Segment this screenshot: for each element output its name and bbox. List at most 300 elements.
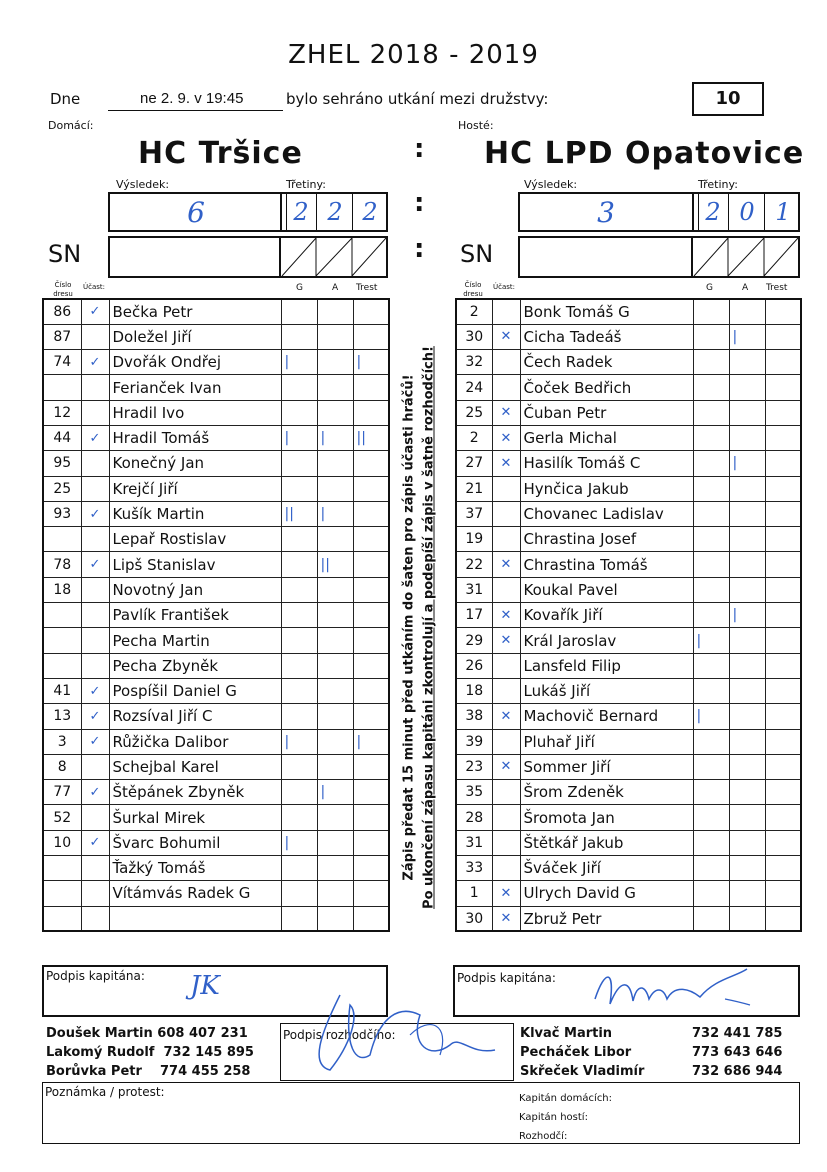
date-value: ne 2. 9. v 19:45 (140, 90, 244, 107)
away-player-number: 35 (456, 780, 492, 805)
contact-right-1-name: Klvač Martin (520, 1026, 613, 1041)
contacts-left (46, 1024, 254, 1081)
away-penalty-cell (765, 653, 801, 678)
away-goals-cell (693, 678, 729, 703)
away-penalty-cell (765, 451, 801, 476)
away-number-header: Číslo dresu (463, 281, 483, 298)
away-roster-row (456, 906, 801, 931)
home-roster-row (43, 856, 389, 881)
away-player-name: Šromota Jan (520, 805, 693, 830)
home-player-number: 18 (43, 577, 81, 602)
away-player-number: 24 (456, 375, 492, 400)
colon: : (414, 188, 425, 218)
home-penalty-cell (353, 552, 389, 577)
home-assists-cell: | (317, 425, 353, 450)
page-title: ZHEL 2018 - 2019 (288, 40, 539, 70)
away-goals-cell: | (693, 704, 729, 729)
away-periods-label: Třetiny: (698, 178, 738, 191)
away-attendance-mark (492, 729, 520, 754)
home-goals-cell (281, 400, 317, 425)
notes-box (42, 1082, 800, 1144)
home-penalty-cell (353, 653, 389, 678)
away-penalty-cell (765, 780, 801, 805)
away-assists-cell: | (729, 324, 765, 349)
home-captain-signature-label: Podpis kapitána: (46, 969, 145, 983)
away-penalty-cell (765, 299, 801, 324)
home-penalty-cell (353, 830, 389, 855)
away-penalty-cell (765, 729, 801, 754)
away-player-name: Lukáš Jiří (520, 678, 693, 703)
home-player-number (43, 603, 81, 628)
home-assists-cell (317, 577, 353, 602)
home-penalty-cell (353, 881, 389, 906)
away-player-name: Štětkář Jakub (520, 830, 693, 855)
home-sn-box (108, 236, 388, 278)
home-roster-row (43, 906, 389, 931)
home-attendance-mark (81, 375, 109, 400)
home-roster-row (43, 780, 389, 805)
away-player-number: 23 (456, 754, 492, 779)
away-player-name: Lansfeld Filip (520, 653, 693, 678)
away-goals-cell (693, 881, 729, 906)
away-attendance-mark: ✕ (492, 400, 520, 425)
home-player-name: Švarc Bohumil (109, 830, 281, 855)
home-attendance-mark (81, 881, 109, 906)
home-goals-cell (281, 678, 317, 703)
away-result-value: 3 (597, 196, 615, 229)
home-period-2: 2 (327, 198, 343, 226)
home-penalty-cell (353, 805, 389, 830)
home-attendance-mark (81, 603, 109, 628)
away-player-name: Hasilík Tomáš C (520, 451, 693, 476)
away-penalty-cell (765, 830, 801, 855)
home-roster-row (43, 653, 389, 678)
away-penalty-cell (765, 577, 801, 602)
home-attendance-mark: ✓ (81, 780, 109, 805)
away-attendance-mark: ✕ (492, 704, 520, 729)
away-col-a: A (742, 283, 749, 293)
home-player-name: Pecha Martin (109, 628, 281, 653)
home-attendance-mark (81, 527, 109, 552)
away-assists-cell (729, 400, 765, 425)
home-goals-cell: | (281, 729, 317, 754)
home-number-header: Číslo dresu (53, 281, 73, 298)
away-goals-cell (693, 805, 729, 830)
home-goals-cell: | (281, 350, 317, 375)
home-player-name: Ťažký Tomáš (109, 856, 281, 881)
home-goals-cell (281, 906, 317, 931)
home-player-name: Růžička Dalibor (109, 729, 281, 754)
home-player-name: Kušík Martin (109, 501, 281, 526)
away-player-number: 18 (456, 678, 492, 703)
home-goals-cell (281, 476, 317, 501)
away-penalty-cell (765, 754, 801, 779)
home-goals-cell (281, 881, 317, 906)
home-roster-row (43, 299, 389, 324)
away-player-number: 38 (456, 704, 492, 729)
away-player-name: Chovanec Ladislav (520, 501, 693, 526)
referee-signature (300, 975, 510, 1085)
home-result-box (108, 192, 388, 232)
home-goals-cell (281, 805, 317, 830)
away-result-label: Výsledek: (524, 178, 578, 191)
away-goals-cell (693, 653, 729, 678)
away-roster-row (456, 780, 801, 805)
home-roster-row (43, 400, 389, 425)
away-penalty-cell (765, 425, 801, 450)
home-player-name (109, 906, 281, 931)
home-player-name: Hradil Tomáš (109, 425, 281, 450)
home-player-name: Novotný Jan (109, 577, 281, 602)
away-col-g: G (706, 283, 713, 293)
home-period-1: 2 (293, 198, 309, 226)
home-player-name: Šurkal Mirek (109, 805, 281, 830)
home-player-number: 10 (43, 830, 81, 855)
away-player-number: 19 (456, 527, 492, 552)
home-result-value: 6 (187, 196, 205, 229)
home-assists-cell (317, 653, 353, 678)
home-assists-cell (317, 375, 353, 400)
away-attendance-mark (492, 780, 520, 805)
captain-away-label: Kapitán hostí: (519, 1112, 588, 1123)
home-attendance-mark: ✓ (81, 704, 109, 729)
home-player-number: 77 (43, 780, 81, 805)
away-assists-cell (729, 476, 765, 501)
home-player-name: Pospíšil Daniel G (109, 678, 281, 703)
home-roster-row (43, 350, 389, 375)
away-attendance-mark (492, 350, 520, 375)
away-goals-cell (693, 856, 729, 881)
away-player-number: 30 (456, 906, 492, 931)
home-roster-row (43, 729, 389, 754)
home-assists-cell (317, 856, 353, 881)
away-attendance-mark: ✕ (492, 324, 520, 349)
home-player-name: Pecha Zbyněk (109, 653, 281, 678)
home-player-number: 3 (43, 729, 81, 754)
home-attendance-mark (81, 476, 109, 501)
home-goals-cell (281, 603, 317, 628)
home-penalty-cell (353, 704, 389, 729)
home-penalty-cell (353, 299, 389, 324)
away-assists-cell (729, 653, 765, 678)
away-roster-row (456, 425, 801, 450)
away-team-name: HC LPD Opatovice (484, 136, 805, 171)
home-player-number (43, 375, 81, 400)
home-col-g: G (296, 283, 303, 293)
away-penalty-cell (765, 603, 801, 628)
contact-right-2-name: Pecháček Libor (520, 1045, 632, 1060)
home-attendance-mark (81, 324, 109, 349)
away-goals-cell (693, 299, 729, 324)
away-roster-row (456, 451, 801, 476)
away-penalty-cell (765, 678, 801, 703)
home-roster-row (43, 375, 389, 400)
home-captain-initials: JK (190, 971, 220, 1001)
home-player-name: Štěpánek Zbyněk (109, 780, 281, 805)
home-goals-cell (281, 856, 317, 881)
away-penalty-cell (765, 350, 801, 375)
home-player-number: 74 (43, 350, 81, 375)
home-col-a: A (332, 283, 339, 293)
home-assists-cell (317, 527, 353, 552)
away-penalty-cell (765, 704, 801, 729)
home-player-number: 87 (43, 324, 81, 349)
away-roster-row (456, 678, 801, 703)
home-assists-cell (317, 603, 353, 628)
home-assists-cell (317, 350, 353, 375)
home-player-number (43, 906, 81, 931)
away-goals-cell (693, 350, 729, 375)
home-player-number: 44 (43, 425, 81, 450)
home-penalty-cell (353, 400, 389, 425)
away-sn-label: SN (460, 240, 494, 268)
home-assists-cell (317, 299, 353, 324)
away-assists-cell (729, 375, 765, 400)
away-attendance-mark (492, 678, 520, 703)
away-assists-cell (729, 729, 765, 754)
away-player-name: Pluhař Jiří (520, 729, 693, 754)
home-player-number (43, 527, 81, 552)
away-assists-cell (729, 881, 765, 906)
home-penalty-cell (353, 780, 389, 805)
home-penalty-cell (353, 527, 389, 552)
home-col-trest: Trest (356, 283, 378, 293)
home-player-number (43, 653, 81, 678)
away-assists-cell: | (729, 451, 765, 476)
away-roster-row (456, 501, 801, 526)
away-player-number: 25 (456, 400, 492, 425)
home-attendance-mark: ✓ (81, 501, 109, 526)
away-goals-cell (693, 400, 729, 425)
away-goals-cell (693, 780, 729, 805)
away-player-number: 17 (456, 603, 492, 628)
home-attendance-mark: ✓ (81, 830, 109, 855)
away-roster-row (456, 324, 801, 349)
away-player-name: Čuban Petr (520, 400, 693, 425)
home-attendance-mark (81, 628, 109, 653)
away-attendance-mark: ✕ (492, 628, 520, 653)
away-roster-row (456, 375, 801, 400)
home-attendance-mark (81, 400, 109, 425)
away-attendance-mark (492, 527, 520, 552)
home-assists-cell (317, 324, 353, 349)
date-underline (108, 110, 283, 111)
home-player-number: 95 (43, 451, 81, 476)
away-player-number: 2 (456, 299, 492, 324)
away-attendance-mark (492, 830, 520, 855)
home-goals-cell (281, 451, 317, 476)
away-assists-cell (729, 780, 765, 805)
away-player-name: Gerla Michal (520, 425, 693, 450)
home-attendance-mark (81, 451, 109, 476)
home-attendance-mark (81, 577, 109, 602)
home-player-number (43, 856, 81, 881)
away-roster-row (456, 603, 801, 628)
home-assists-cell (317, 628, 353, 653)
away-player-number: 26 (456, 653, 492, 678)
away-roster-row (456, 653, 801, 678)
notes-signatures (519, 1089, 612, 1146)
away-player-name: Chrastina Tomáš (520, 552, 693, 577)
away-attendance-mark: ✕ (492, 425, 520, 450)
away-assists-cell (729, 830, 765, 855)
home-player-number: 86 (43, 299, 81, 324)
away-player-number: 28 (456, 805, 492, 830)
home-goals-cell: | (281, 830, 317, 855)
instruction-line-1: Zápis předat 15 minut před utkáním do šaten pro zápis účasti hráčů! (401, 374, 417, 881)
away-captain-signature (575, 959, 755, 1019)
home-goals-cell (281, 653, 317, 678)
away-penalty-cell (765, 628, 801, 653)
away-assists-cell (729, 299, 765, 324)
home-roster-row (43, 425, 389, 450)
home-roster-row (43, 476, 389, 501)
away-col-trest: Trest (766, 283, 788, 293)
home-assists-cell: || (317, 552, 353, 577)
away-assists-cell (729, 425, 765, 450)
away-player-name: Cicha Tadeáš (520, 324, 693, 349)
home-attendance-mark (81, 653, 109, 678)
away-player-name: Šrom Zdeněk (520, 780, 693, 805)
away-player-name: Čoček Bedřich (520, 375, 693, 400)
referee-signature-label: Podpis rozhodčího: (283, 1028, 396, 1042)
home-goals-cell (281, 628, 317, 653)
home-penalty-cell (353, 501, 389, 526)
referee-label: Rozhodčí: (519, 1131, 568, 1142)
away-player-number: 39 (456, 729, 492, 754)
home-roster-row (43, 805, 389, 830)
home-attendance-mark (81, 906, 109, 931)
home-penalty-cell (353, 678, 389, 703)
away-goals-cell (693, 729, 729, 754)
home-player-name: Vítámvás Radek G (109, 881, 281, 906)
away-goals-cell (693, 552, 729, 577)
home-player-number: 93 (43, 501, 81, 526)
away-attendance-mark (492, 577, 520, 602)
home-penalty-cell: | (353, 729, 389, 754)
home-sn-diagonals (110, 238, 386, 276)
away-player-number: 21 (456, 476, 492, 501)
colon: : (414, 234, 425, 264)
away-roster-row (456, 299, 801, 324)
home-label: Domácí: (48, 119, 94, 132)
contacts-right-phones (692, 1024, 782, 1081)
contact-right-3-name: Skřeček Vladimír (520, 1064, 645, 1079)
home-goals-cell (281, 299, 317, 324)
home-penalty-cell (353, 906, 389, 931)
home-roster-row (43, 881, 389, 906)
away-assists-cell (729, 527, 765, 552)
away-penalty-cell (765, 324, 801, 349)
instruction-line-2: Po ukončení zápasu kapitáni zkontrolují a podepíší zápis v šatně rozhodčích! (421, 346, 437, 909)
away-attendance-mark: ✕ (492, 451, 520, 476)
date-label: Dne (50, 90, 81, 108)
home-attendance-mark: ✓ (81, 350, 109, 375)
home-player-name: Doležel Jiří (109, 324, 281, 349)
away-sn-box (518, 236, 800, 278)
away-player-number: 31 (456, 577, 492, 602)
away-penalty-cell (765, 400, 801, 425)
away-result-box (518, 192, 800, 232)
home-assists-cell (317, 906, 353, 931)
away-captain-signature-label: Podpis kapitána: (457, 971, 556, 985)
away-attendance-mark (492, 856, 520, 881)
home-penalty-cell (353, 324, 389, 349)
away-player-name: Machovič Bernard (520, 704, 693, 729)
home-roster-row (43, 552, 389, 577)
home-player-name: Krejčí Jiří (109, 476, 281, 501)
home-roster-row (43, 527, 389, 552)
vertical-instructions (397, 330, 443, 930)
away-roster-row (456, 805, 801, 830)
home-attendance-mark: ✓ (81, 729, 109, 754)
home-penalty-cell (353, 856, 389, 881)
home-sn-label: SN (48, 240, 82, 268)
away-attendance-mark: ✕ (492, 603, 520, 628)
away-player-name: Ulrych David G (520, 881, 693, 906)
away-goals-cell (693, 425, 729, 450)
away-player-number: 32 (456, 350, 492, 375)
contacts-right-names (520, 1024, 644, 1081)
home-roster-row (43, 754, 389, 779)
home-penalty-cell (353, 603, 389, 628)
home-player-name: Lepař Rostislav (109, 527, 281, 552)
home-goals-cell (281, 324, 317, 349)
away-roster-row (456, 628, 801, 653)
away-roster-row (456, 856, 801, 881)
home-player-name: Schejbal Karel (109, 754, 281, 779)
away-roster-row (456, 476, 801, 501)
home-penalty-cell (353, 628, 389, 653)
contact-right-2-phone: 773 643 646 (692, 1045, 783, 1060)
home-assists-cell (317, 881, 353, 906)
home-player-number (43, 881, 81, 906)
away-penalty-cell (765, 501, 801, 526)
away-attendance-mark (492, 299, 520, 324)
away-penalty-cell (765, 906, 801, 931)
played-text: bylo sehráno utkání mezi družstvy: (286, 90, 549, 108)
home-roster-row (43, 577, 389, 602)
contact-left-2: Lakomý Rudolf 732 145 895 (46, 1045, 254, 1060)
note-label: Poznámka / protest: (45, 1085, 165, 1099)
home-player-name: Hradil Ivo (109, 400, 281, 425)
home-player-number (43, 628, 81, 653)
home-penalty-cell: || (353, 425, 389, 450)
away-player-name: Zbruž Petr (520, 906, 693, 931)
home-attendance-mark (81, 805, 109, 830)
home-assists-cell (317, 754, 353, 779)
away-assists-cell (729, 552, 765, 577)
contact-left-3: Borůvka Petr 774 455 258 (46, 1064, 251, 1079)
away-penalty-cell (765, 375, 801, 400)
away-attendance-mark: ✕ (492, 906, 520, 931)
home-player-number: 52 (43, 805, 81, 830)
away-assists-cell: | (729, 603, 765, 628)
away-goals-cell (693, 830, 729, 855)
away-roster-row (456, 729, 801, 754)
home-assists-cell (317, 678, 353, 703)
contact-right-3-phone: 732 686 944 (692, 1064, 783, 1079)
away-assists-cell (729, 678, 765, 703)
home-roster-row (43, 501, 389, 526)
home-result-label: Výsledek: (116, 178, 170, 191)
away-roster-row (456, 527, 801, 552)
away-penalty-cell (765, 805, 801, 830)
away-attendance-mark (492, 805, 520, 830)
away-roster-row (456, 830, 801, 855)
away-attendance-mark: ✕ (492, 881, 520, 906)
away-player-name: Hynčica Jakub (520, 476, 693, 501)
